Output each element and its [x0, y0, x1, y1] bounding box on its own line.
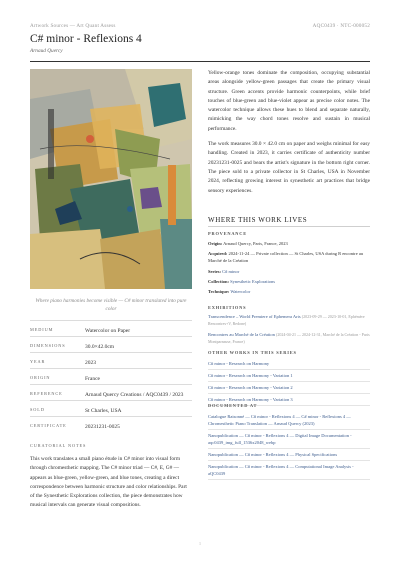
description-paragraph: The work measures 30.0 × 42.0 cm on paper and weighs minimal for easy handling. Created in 2023, it carries certificate of authenticity number 20231231-0025 and bears the artist's signature in the bottom right corner. The piece sold to a private collector in St Charles, USA in November 2024, reflecting growing interest in synesthetic art practices that bridge sensory experiences.: [208, 141, 370, 194]
header-bar: [30, 23, 370, 29]
fact-value: Arnaud Quercy Creations / AQC0439 / 2023: [85, 392, 184, 398]
artwork-description: [208, 69, 370, 202]
fact-row: [30, 368, 192, 384]
artwork-caption: Where piano harmonies become visible — C# minor translated into pure color: [35, 298, 187, 312]
documented-link[interactable]: Nanopublication — C# minor - Reflexions 4 — Computational Image Analysis - aQC0439: [208, 461, 370, 480]
curatorial-notes-heading: CURATORIAL NOTES: [30, 443, 87, 448]
exhibition-meta: (2024-04-21 — 2024-12-31, Marché de la Création - Paris Montparnasse, France): [208, 332, 370, 344]
fact-value: Watercolor on Paper: [85, 328, 131, 334]
origin-label: Origin:: [208, 241, 223, 246]
exhibition-item: [208, 313, 370, 327]
fact-row: [30, 320, 192, 336]
provenance-technique: [208, 288, 370, 295]
fact-value: 2023: [85, 360, 96, 366]
series-work-link[interactable]: C# minor - Research on Harmony - Variation 3: [208, 394, 370, 406]
series-works-list: [208, 358, 370, 406]
series-work-link[interactable]: C# minor - Research on Harmony - Variation 1: [208, 370, 370, 382]
series-label: Series:: [208, 268, 221, 274]
acquired-label: Acquired:: [208, 251, 228, 257]
documented-list: [208, 411, 370, 480]
exhibition-meta: (2023-09-29 — 2023-10-01, Ephémère Rencontres+V, Redone): [208, 314, 365, 326]
fact-key: REFERENCE: [30, 391, 63, 396]
fact-value: St Charles, USA: [85, 408, 122, 414]
fact-row: [30, 384, 192, 400]
fact-row: [30, 336, 192, 352]
provenance-collection: [208, 278, 370, 285]
facts-table: [30, 320, 192, 432]
provenance-origin: [208, 240, 370, 247]
series-works-heading: OTHER WORKS IN THIS SERIES: [208, 350, 297, 355]
header-divider: [30, 61, 370, 62]
fact-value: 20231231-0025: [85, 424, 120, 430]
page-title: C# minor - Reflexions 4: [30, 33, 142, 45]
documented-link[interactable]: Nanopublication — C# minor - Reflexions 4 — Digital Image Documentation - aqc0439_img_full_1536x2048_webp: [208, 430, 370, 449]
section-divider: [208, 226, 370, 227]
series-work-link[interactable]: C# minor - Research on Harmony - Variation 2: [208, 382, 370, 394]
breadcrumb[interactable]: Artwork Sources — Art Quant Assess: [30, 23, 116, 29]
description-paragraph: Yellow-orange tones dominate the composition, occupying substantial areas alongside yellow-green passages that create the primary visual structure. Green accents provide harmonic counterpoints, while brief touches of blue-green and blue-violet appear as precise color notes. The watercolor technique allows these hues to blend and separate naturally, mimicking the way chord tones resolve and sustain in musical performance.: [208, 70, 370, 132]
origin-value: Arnaud Quercy, Paris, France, 2023: [223, 241, 288, 246]
documented-link[interactable]: Nanopublication — C# minor - Reflexions 4 — Physical Specifications: [208, 449, 370, 461]
curatorial-notes-text: This work translates a small piano étude in C# minor into visual form through chromesthetic mapping. The C# minor triad — C#, E, G# — appears as blue-green, yellow-green, and blue tones, creating a direct correspondence between harmonic structure and color relationships. Part of the Synesthetic Explorations collection, the piece demonstrates how musical intervals can generate visual compositions.: [30, 456, 187, 509]
exhibitions-list: [208, 313, 370, 349]
exhibition-link[interactable]: Rencontres au Marché de la Création: [208, 332, 275, 337]
fact-key: SOLD: [30, 407, 45, 412]
exhibitions-heading: EXHIBITIONS: [208, 305, 247, 310]
documented-heading: DOCUMENTED AT: [208, 403, 258, 408]
documented-link[interactable]: Catalogue Raisonné — C# minor - Reflexions 4 — C# minor - Reflexions 4 — Chromesthetic Piano Translation — Arnaud Quercy (2023): [208, 411, 370, 430]
page-number: 1: [198, 541, 202, 546]
fact-row: [30, 400, 192, 416]
fact-key: YEAR: [30, 359, 46, 364]
acquired-value: 2024-11-24 — Private collection — St Charles, USA during R encontre au Marché de la Création: [208, 251, 364, 264]
fact-key: CERTIFICATE: [30, 423, 67, 428]
artwork-image[interactable]: [30, 69, 192, 289]
fact-row: [30, 416, 192, 432]
provenance-heading: PROVENANCE: [208, 231, 247, 236]
collection-link[interactable]: Synesthetic Explorations: [230, 278, 275, 284]
fact-key: MEDIUM: [30, 327, 54, 332]
fact-key: DIMENSIONS: [30, 343, 66, 348]
fact-row: [30, 352, 192, 368]
fact-value: France: [85, 376, 100, 382]
provenance-list: [208, 240, 370, 298]
technique-link[interactable]: Watercolor: [230, 289, 251, 295]
series-link[interactable]: C# minor: [222, 268, 240, 274]
fact-key: ORIGIN: [30, 375, 51, 380]
provenance-series: [208, 268, 370, 275]
artist-name[interactable]: Arnaud Quercy: [30, 48, 63, 54]
collection-label: Collection:: [208, 278, 229, 284]
reference-code: AQC0439 · NTC-000052: [312, 23, 370, 29]
provenance-acquired: [208, 250, 370, 264]
where-heading: WHERE THIS WORK LIVES: [208, 216, 308, 224]
series-work-link[interactable]: C# minor - Research on Harmony: [208, 358, 370, 370]
fact-value: 30.0×42.0cm: [85, 344, 115, 350]
technique-label: Technique:: [208, 289, 230, 295]
exhibition-link[interactable]: Transcendence – World Premiere of Ephemera Arts: [208, 314, 301, 319]
exhibition-item: [208, 331, 370, 345]
